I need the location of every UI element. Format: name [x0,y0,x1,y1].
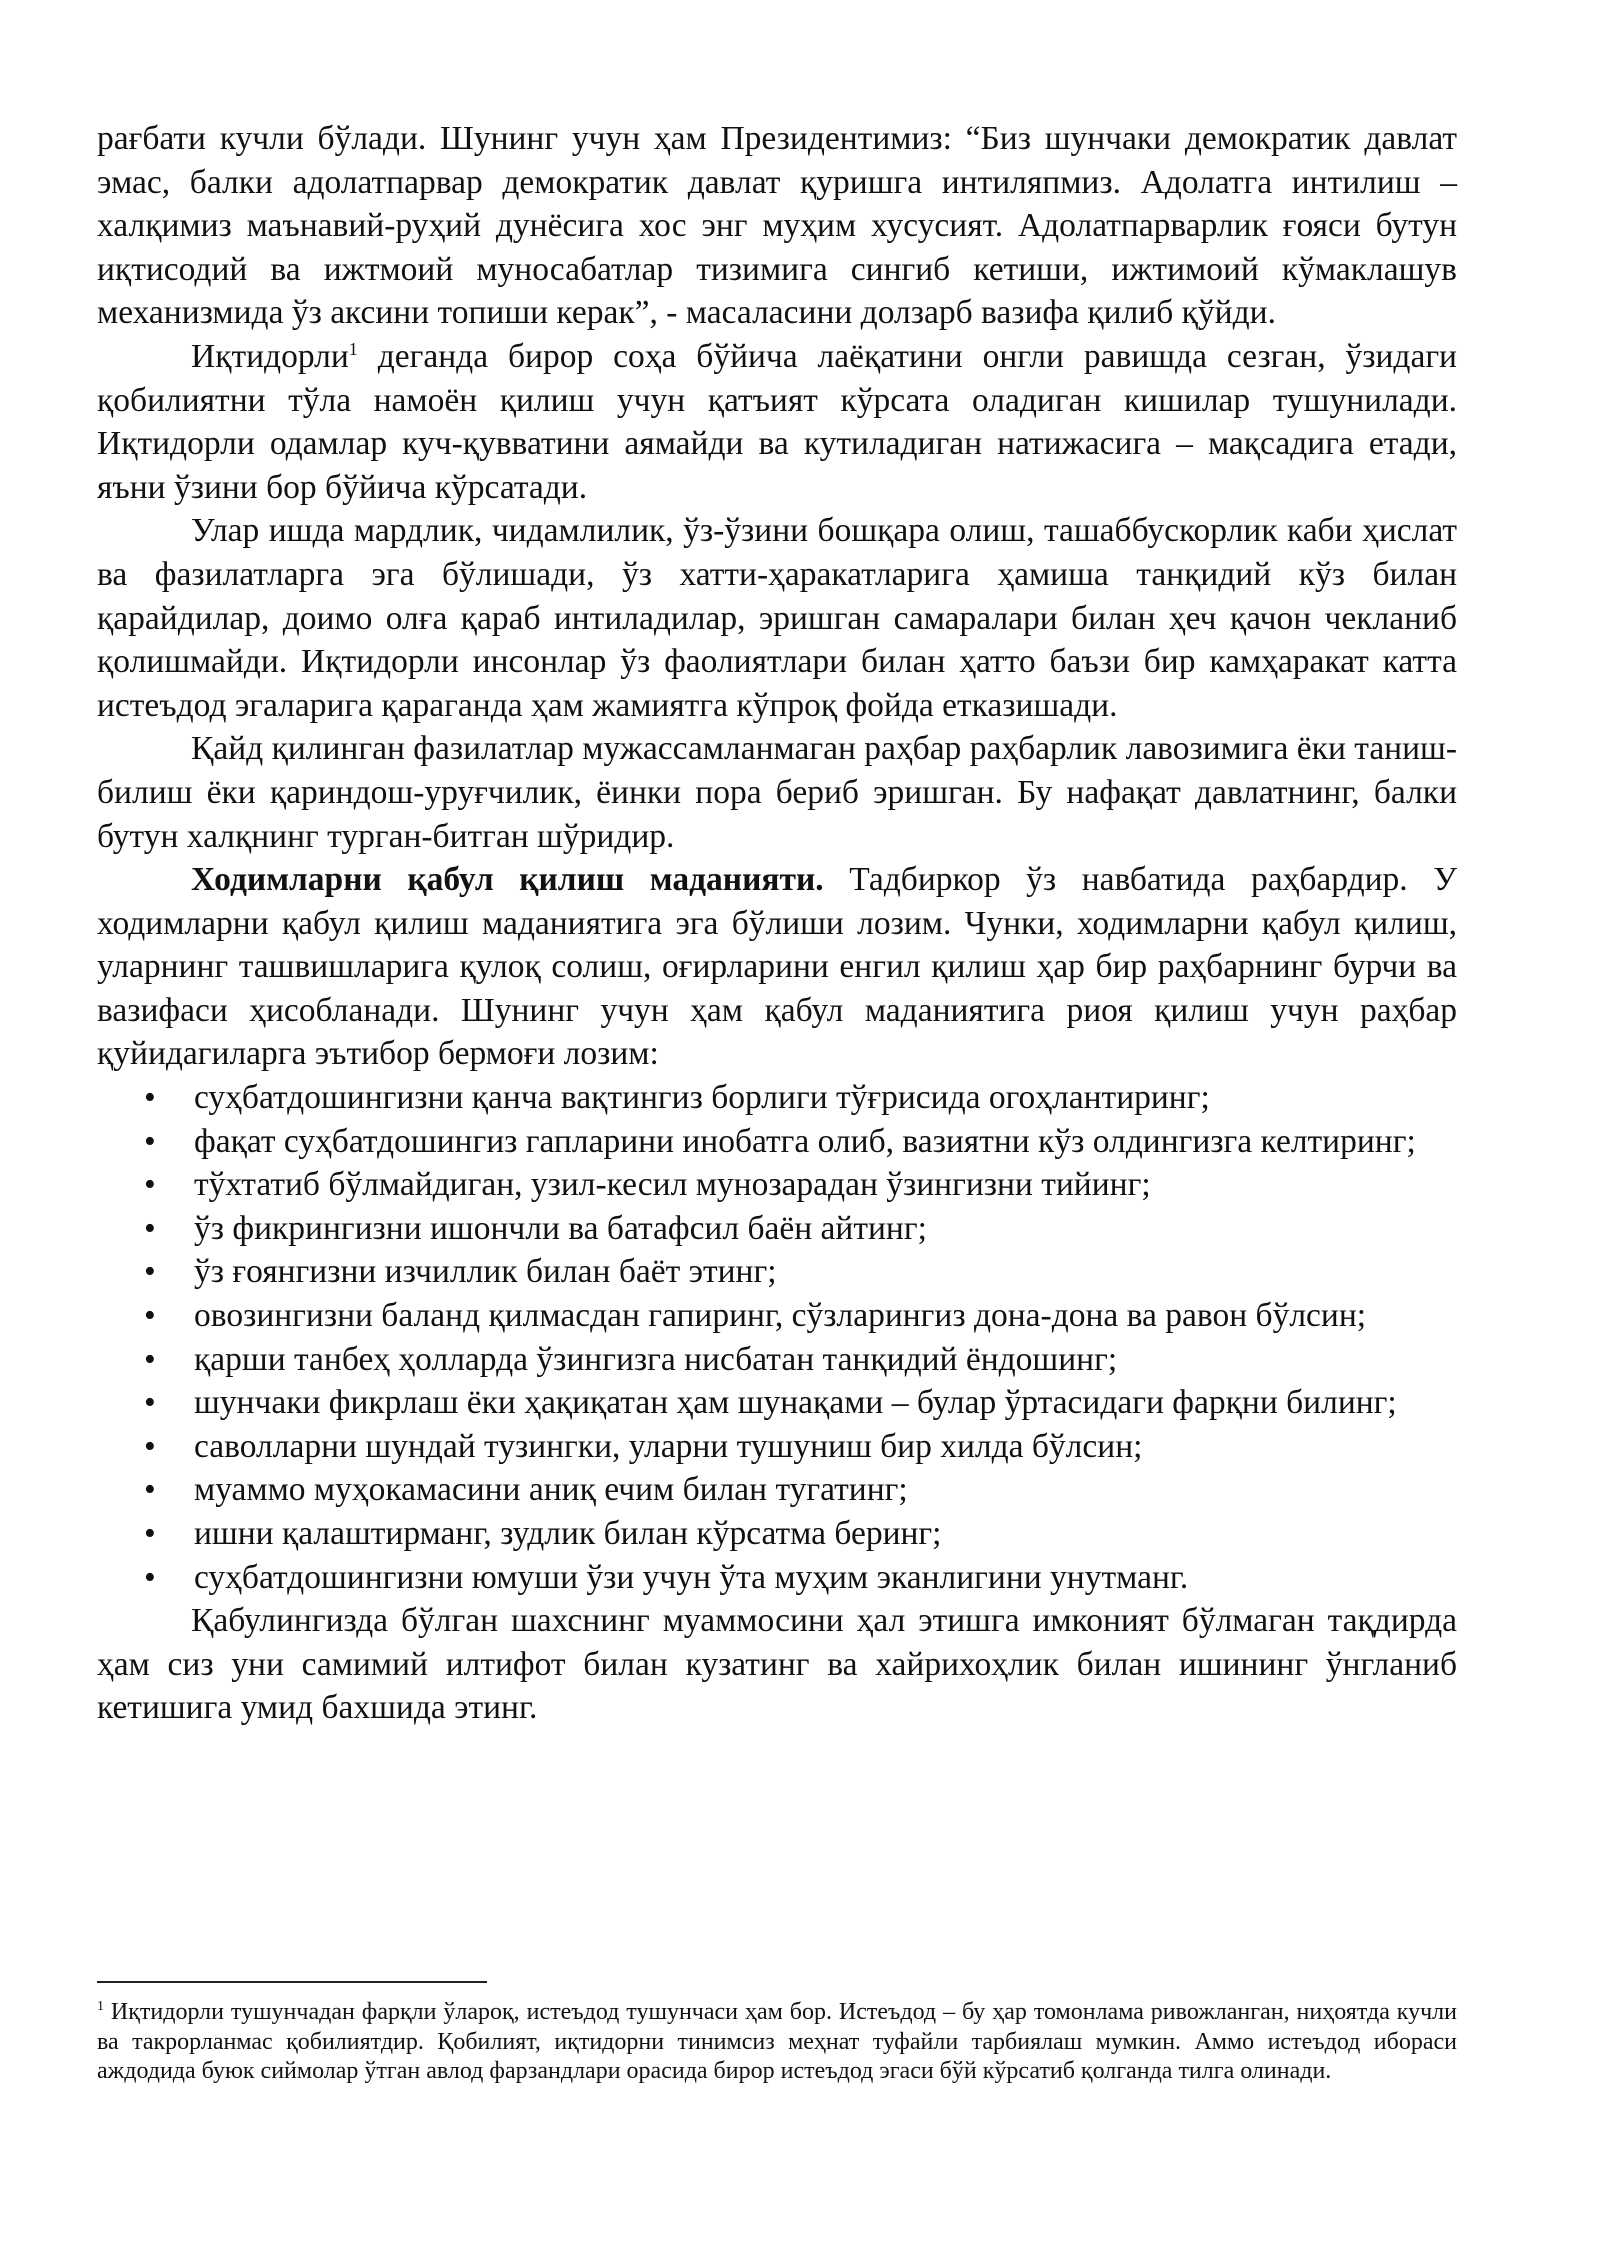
paragraph-text: деганда бирор соҳа бўйича лаёқатини онгли равишда сезган, ўзидаги қобилиятни тўла намоён қилиш учун қатъият кўрсата оладиган кишилар тушунилади. Иқтидорли одамлар куч-қувватини аямайди ва кутиладиган натижасига – мақсадига етади, яъни ўзини бор бўйича кўрсатади. [97,337,1457,506]
section-heading: Ходимларни қабул қилиш маданияти. [191,861,824,899]
list-item: • овозингизни баланд қилмасдан гапиринг, сўзларингиз дона-дона ва равон бўлсин; [97,1294,1457,1338]
paragraph-lead-word: Иқтидорли [191,337,349,375]
paragraph-reception-culture [97,858,1457,1076]
list-item: • ўз фикрингизни ишончли ва батафсил баён айтинг; [97,1207,1457,1251]
list-item: • ишни қалаштирманг, зудлик билан кўрсатма беринг; [97,1512,1457,1556]
paragraph-gifted-definition [97,335,1457,509]
list-item: • саволларни шундай тузингки, уларни тушуниш бир хилда бўлсин; [97,1425,1457,1469]
footnote-reference[interactable]: 1 [348,338,358,359]
list-item: • суҳбатдошингизни қанча вақтингиз борлиги тўғрисида огоҳлантиринг; [97,1076,1457,1120]
reception-rules-list [97,1076,1457,1599]
paragraph-gifted-qualities: Улар ишда мардлик, чидамлилик, ўз-ўзини бошқара олиш, ташаббускорлик каби ҳислат ва фазилатларга эга бўлишади, ўз хатти-ҳаракатларига ҳамиша танқидий кўз билан қарайдилар, доимо олға қараб интиладилар, эришган самаралари билан ҳеч қачон чекланиб қолишмайди. Иқтидорли инсонлар ўз фаолиятлари билан ҳатто баъзи бир камҳаракат катта истеъдод эгаларига қараганда ҳам жамиятга кўпроқ фойда етказишади. [97,512,1457,724]
list-item: • суҳбатдошингизни юмуши ўзи учун ўта муҳим эканлигини унутманг. [97,1556,1457,1600]
footnote [97,1998,1457,2087]
paragraph-leadership: Қайд қилинган фазилатлар мужассамланмаган раҳбар раҳбарлик лавозимига ёки таниш-билиш ёки қариндош-уруғчилик, ёинки пора бериб эришган. Бу нафақат давлатнинг, балки бутун халқнинг турган-битган шўридир. [97,730,1457,855]
paragraph-closing: Қабулингизда бўлган шахснинг муаммосини ҳал этишга имконият бўлмаган тақдирда ҳам сиз уни самимий илтифот билан кузатинг ва хайрихоҳлик билан ишининг ўнгланиб кетишига умид бахшида этинг. [97,1602,1457,1727]
list-item: • тўхтатиб бўлмайдиган, узил-кесил мунозарадан ўзингизни тийинг; [97,1163,1457,1207]
paragraph-president-quote: рағбати кучли бўлади. Шунинг учун ҳам Президентимиз: “Биз шунчаки демократик давлат эмас, балки адолатпарвар демократик давлат қуришга интиляпмиз. Адолатга интилиш – халқимиз маънавий-руҳий дунёсига хос энг муҳим хусусият. Адолатпарварлик ғояси бутун иқтисодий ва ижтмоий муносабатлар тизимига сингиб кетиши, ижтимоий кўмаклашув механизмида ўз аксини топиши керак”, - масаласини долзарб вазифа қилиб қўйди. [97,120,1457,332]
footnote-text: Иқтидорли тушунчадан фарқли ўлароқ, истеъдод тушунчаси ҳам бор. Истеъдод – бу ҳар томонлама ривожланган, ниҳоятда кучли ва такрорланмас қобилиятдир. Қобилият, иқтидорни тинимсиз меҳнат туфайли тарбиялаш мумкин. Аммо истеъдод ибораси аждодида буюк сиймолар ўтган авлод фарзандлари орасида бирор истеъдод эгаси бўй кўрсатиб қолганда тилга олинади. [97,1999,1457,2084]
list-item: • ўз ғоянгизни изчиллик билан баёт этинг; [97,1250,1457,1294]
list-item: • фақат суҳбатдошингиз гапларини инобатга олиб, вазиятни кўз олдингизга келтиринг; [97,1120,1457,1164]
footnote-number: 1 [97,1999,104,2014]
list-item: • муаммо муҳокамасини аниқ ечим билан тугатинг; [97,1468,1457,1512]
list-item: • қарши танбеҳ ҳолларда ўзингизга нисбатан танқидий ёндошинг; [97,1338,1457,1382]
paragraph-text: Тадбиркор ўз навбатида раҳбардир. У ходимларни қабул қилиш маданиятига эга бўлиши лозим. Чунки, ходимларни қабул қилиш, уларнинг ташвишларига қулоқ солиш, оғирларини енгил қилиш ҳар бир раҳбарнинг бурчи ва вазифаси ҳисобланади. Шунинг учун ҳам қабул маданиятига риоя қилиш учун раҳбар қуйидагиларга эътибор бермоғи лозим: [97,861,1457,1073]
list-item: • шунчаки фикрлаш ёки ҳақиқатан ҳам шунақами – булар ўртасидаги фарқни билинг; [97,1381,1457,1425]
document-body [97,117,1457,1730]
footnote-divider [97,1981,487,1983]
